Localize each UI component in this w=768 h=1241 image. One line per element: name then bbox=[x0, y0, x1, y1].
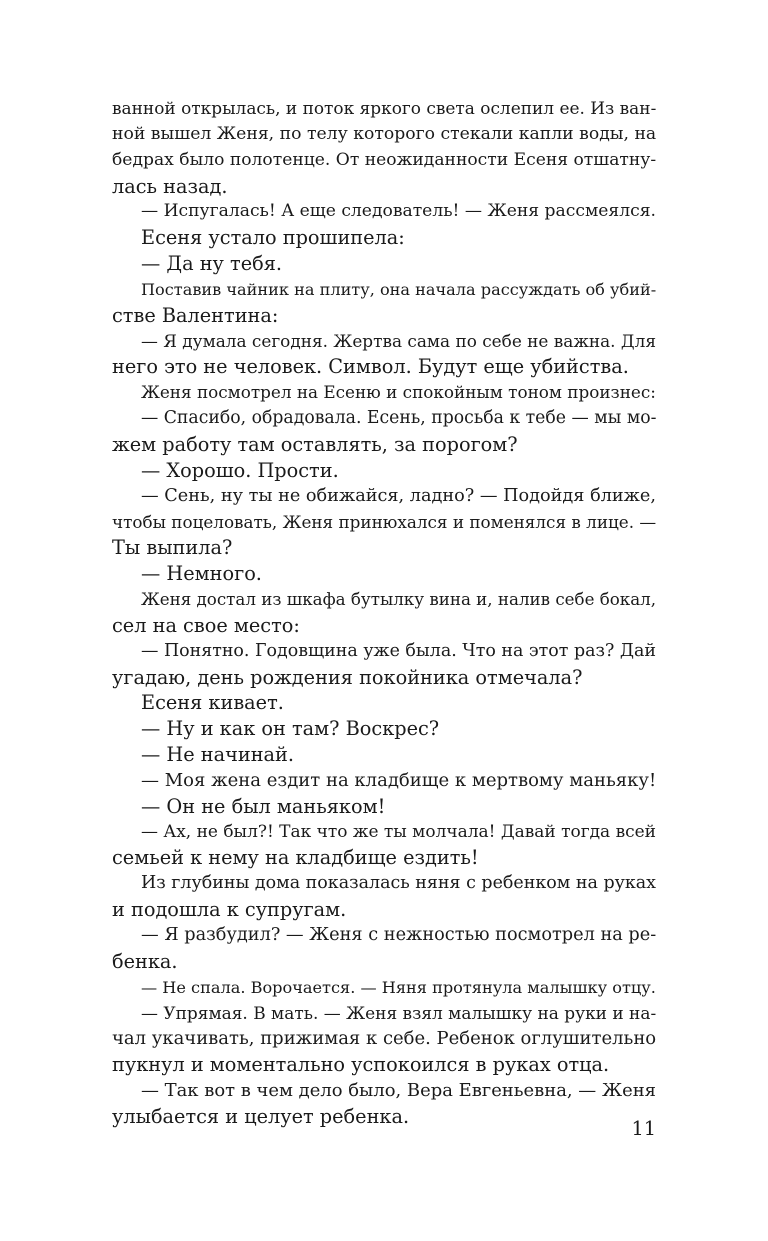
text-line: семьей к нему на кладбище ездить! bbox=[112, 846, 479, 870]
text-line: улыбается и целует ребенка. bbox=[112, 1104, 410, 1128]
text-line: ной вышел Женя, по телу которого стекали капли воды, на bbox=[112, 123, 657, 144]
text-line: Женя достал из шкафа бутылку вина и, налив себе бокал, bbox=[141, 590, 657, 610]
page-number: 11 bbox=[631, 1117, 656, 1140]
text-line: — Понятно. Годовщина уже была. Что на этот раз? Дай bbox=[141, 640, 656, 661]
text-line: бедрах было полотенце. От неожиданности Есеня отшатну- bbox=[112, 149, 657, 170]
text-line: него это не человек. Символ. Будут еще убийства. bbox=[112, 355, 629, 379]
text-line: сел на свое место: bbox=[112, 613, 300, 637]
text-line: чал укачивать, прижимая к себе. Ребенок оглушительно bbox=[112, 1028, 657, 1050]
text-line: — Ах, не был?! Так что же ты молчала! Давай тогда всей bbox=[141, 821, 656, 842]
text-line: лась назад. bbox=[112, 174, 228, 198]
text-line: и подошла к супругам. bbox=[112, 898, 347, 922]
text-line: — Ну и как он там? Воскрес? bbox=[141, 717, 440, 741]
text-line: бенка. bbox=[112, 949, 178, 973]
text-line: — Спасибо, обрадовала. Есень, просьба к тебе — мы мо- bbox=[141, 408, 657, 429]
text-line: — Он не был маньяком! bbox=[141, 794, 386, 818]
text-line: пукнул и моментально успокоился в руках отца. bbox=[112, 1053, 610, 1077]
text-line: — Сень, ну ты не обижайся, ладно? — Подойдя ближе, bbox=[141, 485, 656, 506]
text-line: чтобы поцеловать, Женя принюхался и поменялся в лице. — bbox=[112, 511, 657, 532]
text-line: — Немного. bbox=[141, 562, 262, 586]
text-line: — Упрямая. В мать. — Женя взял малышку на руки и на- bbox=[141, 1002, 657, 1023]
text-line: Ты выпила? bbox=[112, 536, 233, 560]
text-line: — Я разбудил? — Женя с нежностью посмотрел на ре- bbox=[141, 925, 657, 945]
text-line: — Не начинай. bbox=[141, 743, 295, 767]
text-line: ванной открылась, и поток яркого света ослепил ее. Из ван- bbox=[112, 98, 657, 118]
text-line: Из глубины дома показалась няня с ребенком на руках bbox=[141, 873, 656, 894]
text-line: — Испугалась! А еще следователь! — Женя рассмеялся. bbox=[141, 201, 656, 222]
text-line: — Хорошо. Прости. bbox=[141, 458, 339, 482]
text-line: угадаю, день рождения покойника отмечала? bbox=[112, 665, 583, 689]
text-line: — Не спала. Ворочается. — Няня протянула малышку отцу. bbox=[141, 977, 656, 997]
text-line: стве Валентина: bbox=[112, 303, 279, 327]
text-line: — Моя жена ездит на кладбище к мертвому маньяку! bbox=[141, 769, 657, 791]
text-line: Есеня устало прошипела: bbox=[141, 226, 405, 250]
text-line: — Так вот в чем дело было, Вера Евгеньевна, — Женя bbox=[141, 1080, 656, 1102]
text-line: Поставив чайник на плиту, она начала рассуждать об убий- bbox=[141, 279, 657, 299]
body-text bbox=[112, 96, 656, 1130]
text-line: Женя посмотрел на Есеню и спокойным тоном произнес: bbox=[141, 382, 656, 403]
text-line: жем работу там оставлять, за порогом? bbox=[112, 432, 518, 456]
text-line: Есеня кивает. bbox=[141, 691, 284, 715]
text-line: — Да ну тебя. bbox=[141, 252, 283, 276]
text-line: — Я думала сегодня. Жертва сама по себе не важна. Для bbox=[141, 330, 656, 351]
